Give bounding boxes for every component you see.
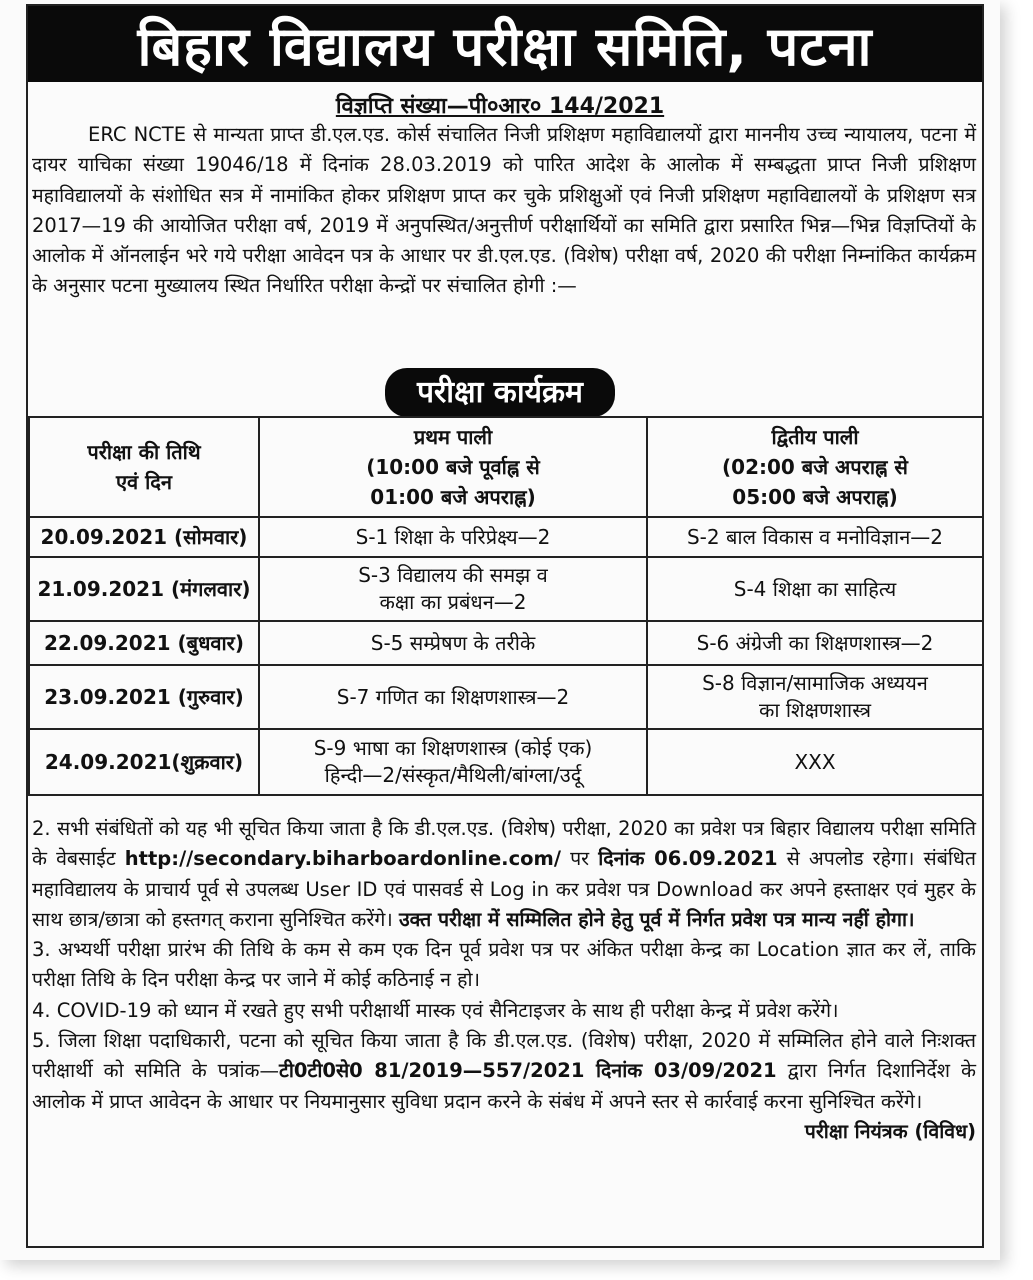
note-5: 5. जिला शिक्षा पदाधिकारी, पटना को सूचित किया जाता है कि डी.एल.एड. (विशेष) परीक्षा, 2020 में सम्मिलित होने वाले निःशक्त परीक्षार्थी को समिति के पत्रांक—टी0टी0से0 81/2019—557/2021 दिनांक 03/09/2021 द्वारा निर्गत दिशानिर्देश के आलोक में प्राप्त आवेदन के आधार पर नियमानुसार सुविधा प्रदान करने के संबंध में अपने स्तर से कार्रवाई करना सुनिश्चित करेंगे। परीक्षा नियंत्रक (विविध) — [32, 1026, 976, 1117]
row-second-shift: XXX — [647, 729, 983, 795]
row-first-shift: S-9 भाषा का शिक्षणशास्त्र (कोई एक) हिन्दी—2/संस्कृत/मैथिली/बांग्ला/उर्दू — [259, 729, 647, 795]
row-first-shift: S-1 शिक्षा के परिप्रेक्ष्य—2 — [259, 517, 647, 557]
table-row — [29, 665, 983, 729]
header-first-shift: प्रथम पाली (10:00 बजे पूर्वाह्न से 01:00 बजे अपराह्न) — [259, 417, 647, 517]
schedule-heading: परीक्षा कार्यक्रम — [385, 368, 615, 417]
notice-number-text: विज्ञप्ति संख्या—पी०आर० 144/2021 — [335, 94, 665, 119]
signature: परीक्षा नियंत्रक (विविध) — [804, 1119, 976, 1143]
table-row — [29, 729, 983, 795]
schedule-heading-wrap — [0, 368, 1000, 417]
notice-number — [0, 90, 1000, 120]
row-date: 24.09.2021(शुक्रवार) — [29, 729, 259, 795]
row-second-shift: S-2 बाल विकास व मनोविज्ञान—2 — [647, 517, 983, 557]
row-date: 21.09.2021 (मंगलवार) — [29, 557, 259, 621]
row-date: 20.09.2021 (सोमवार) — [29, 517, 259, 557]
board-title-banner — [28, 6, 982, 82]
intro-paragraph — [32, 120, 976, 302]
admit-card-warning: उक्त परीक्षा में सम्मिलित होने हेतु पूर्व में निर्गत प्रवेश पत्र मान्य नहीं होगा। — [398, 907, 915, 931]
note-4: 4. COVID-19 को ध्यान में रखते हुए सभी परीक्षार्थी मास्क एवं सैनिटाइजर के साथ ही परीक्षा केन्द्र में प्रवेश करेंगे। — [32, 998, 839, 1022]
table-header-row — [29, 417, 983, 517]
row-second-shift: S-6 अंग्रेजी का शिक्षणशास्त्र—2 — [647, 621, 983, 665]
note-2: 2. सभी संबंधितों को यह भी सूचित किया जाता है कि डी.एल.एड. (विशेष) परीक्षा, 2020 का प्रवेश पत्र बिहार विद्यालय परीक्षा समिति के वेबसाईट http://secondary.biharboardonline.com/ पर दिनांक 06.09.2021 से अपलोड रहेगा। संबंधित महाविद्यालय के प्राचार्य पूर्व से उपलब्ध User ID एवं पासवर्ड से Log in कर प्रवेश पत्र Download कर अपने हस्ताक्षर एवं मुहर के साथ छात्र/छात्रा को हस्तगत् कराना सुनिश्चित करेंगे। उक्त परीक्षा में सम्मिलित होने हेतु पूर्व में निर्गत प्रवेश पत्र मान्य नहीं होगा। — [32, 817, 976, 931]
exam-schedule-table — [28, 416, 984, 796]
table-row — [29, 557, 983, 621]
table-row — [29, 621, 983, 665]
board-title: बिहार विद्यालय परीक्षा समिति, पटना — [137, 15, 873, 78]
header-second-shift: द्वितीय पाली (02:00 बजे अपराह्न से 05:00 बजे अपराह्न) — [647, 417, 983, 517]
table-row — [29, 517, 983, 557]
row-second-shift: S-8 विज्ञान/सामाजिक अध्ययन का शिक्षणशास्त्र — [647, 665, 983, 729]
row-first-shift: S-3 विद्यालय की समझ व कक्षा का प्रबंधन—2 — [259, 557, 647, 621]
note-3: 3. अभ्यर्थी परीक्षा प्रारंभ की तिथि के कम से कम एक दिन पूर्व प्रवेश पत्र पर अंकित परीक्षा केन्द्र का Location ज्ञात कर लें, ताकि परीक्षा तिथि के दिन परीक्षा केन्द्र पर जाने में कोई कठिनाई न हो। — [32, 938, 976, 992]
notes-section — [32, 814, 976, 1147]
letter-reference: टी0टी0से0 81/2019—557/2021 दिनांक 03/09/2021 — [279, 1059, 777, 1083]
row-first-shift: S-5 सम्प्रेषण के तरीके — [259, 621, 647, 665]
upload-date: दिनांक 06.09.2021 — [598, 847, 778, 871]
intro-text: ERC NCTE से मान्यता प्राप्त डी.एल.एड. कोर्स संचालित निजी प्रशिक्षण महाविद्यालयों द्वारा माननीय उच्च न्यायालय, पटना में दायर याचिका संख्या 19046/18 में दिनांक 28.03.2019 को पारित आदेश के आलोक में सम्बद्धता प्राप्त निजी प्रशिक्षण महाविद्यालयों के संशोधित सत्र में नामांकित होकर प्रशिक्षण प्राप्त कर चुके प्रशिक्षुओं एवं निजी प्रशिक्षण महाविद्यालयों के प्रशिक्षण सत्र 2017—19 की आयोजित परीक्षा वर्ष, 2019 में अनुपस्थित/अनुत्तीर्ण परीक्षार्थियों का समिति द्वारा प्रसारित भिन्न—भिन्न विज्ञप्तियों के आलोक में ऑनलाईन भरे गये परीक्षा आवेदन पत्र के आधार पर डी.एल.एड. (विशेष) परीक्षा वर्ष, 2020 की परीक्षा निम्नांकित कार्यक्रम के अनुसार पटना मुख्यालय स्थित निर्धारित परीक्षा केन्द्रों पर संचालित होगी :— — [32, 123, 976, 298]
row-second-shift: S-4 शिक्षा का साहित्य — [647, 557, 983, 621]
row-first-shift: S-7 गणित का शिक्षणशास्त्र—2 — [259, 665, 647, 729]
website-url: http://secondary.biharboardonline.com/ — [124, 847, 561, 871]
row-date: 22.09.2021 (बुधवार) — [29, 621, 259, 665]
row-date: 23.09.2021 (गुरुवार) — [29, 665, 259, 729]
header-date: परीक्षा की तिथि एवं दिन — [29, 417, 259, 517]
